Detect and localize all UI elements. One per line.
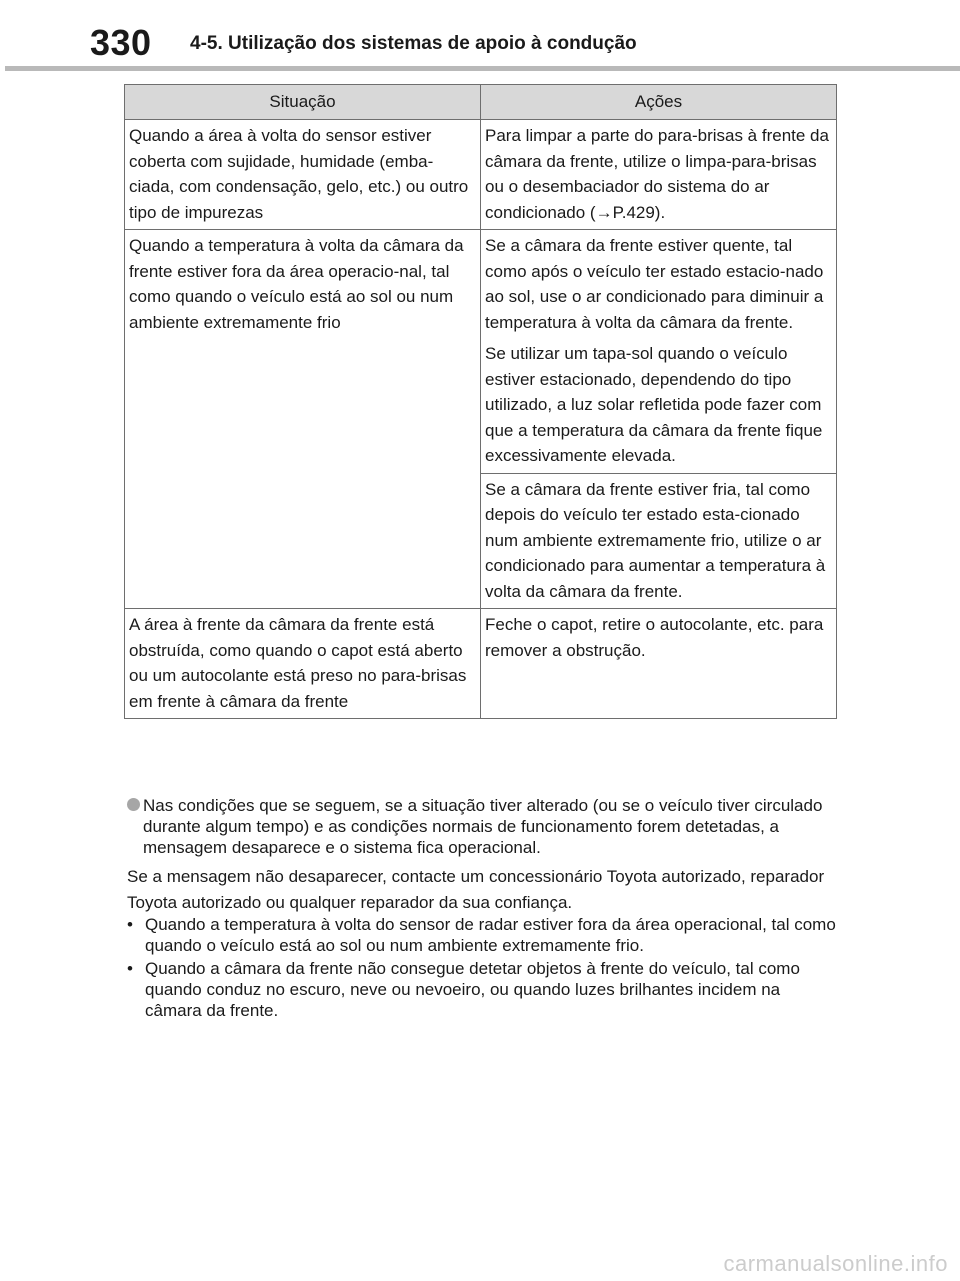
header-divider — [5, 66, 960, 71]
watermark: carmanualsonline.info — [723, 1251, 948, 1276]
bullet-dot-icon: • — [127, 915, 133, 934]
contact-paragraph: Se a mensagem não desaparecer, contacte um concessionário Toyota autorizado, reparador Toyota autorizado ou qualquer reparador da sua confiança. — [127, 867, 825, 912]
actions-cell — [481, 120, 837, 230]
actions-cell — [481, 609, 837, 719]
action-text: Se utilizar um tapa-sol quando o veículo estiver estacionado, dependendo do tipo utilizado, a luz solar refletida pode fazer com que a temperatura da câmara da frente fique excessivamente elevada. — [485, 344, 823, 465]
table-header-row — [125, 85, 837, 120]
list-item — [127, 958, 837, 1021]
situation-actions-table — [124, 84, 837, 719]
actions-cell — [481, 230, 837, 474]
action-text: Para limpar a parte do para-brisas à frente da câmara da frente, utilize o limpa-para-brisas ou o desembaciador do sistema do ar condicionado (→P.429). — [485, 126, 829, 222]
situation-cell: A área à frente da câmara da frente está obstruída, como quando o capot está aberto ou um autocolante está preso no para-brisas em frente à câmara da frente — [125, 609, 481, 719]
bullet-circle-icon — [127, 798, 140, 811]
list-item — [127, 914, 837, 956]
list-item-text: Quando a câmara da frente não consegue detetar objetos à frente do veículo, tal como quando conduz no escuro, neve ou nevoeiro, ou quando luzes brilhantes incidem na câmara da frente. — [145, 959, 800, 1020]
table-row — [125, 609, 837, 719]
column-header-actions: Ações — [481, 85, 837, 120]
action-text: Se a câmara da frente estiver fria, tal como depois do veículo ter estado esta-cionado num ambiente extremamente frio, utilize o ar condicionado para aumentar a temperatura à volta da câmara da frente. — [485, 479, 826, 601]
actions-cell — [481, 473, 837, 609]
note-paragraph — [127, 795, 853, 858]
situation-cell: Quando a temperatura à volta da câmara da frente estiver fora da área operacio-nal, tal como quando o veículo está ao sol ou num ambiente extremamente frio — [125, 230, 481, 609]
situation-cell: Quando a área à volta do sensor estiver coberta com sujidade, humidade (emba-ciada, com condensação, gelo, etc.) ou outro tipo de impurezas — [125, 120, 481, 230]
table-row — [125, 230, 837, 474]
note-text: Nas condições que se seguem, se a situação tiver alterado (ou se o veículo tiver circulado durante algum tempo) e as condições normais de funcionamento forem detetadas, a mensagem desaparece e o sistema fica operacional. — [143, 796, 823, 857]
column-header-situation: Situação — [125, 85, 481, 120]
action-text: Feche o capot, retire o autocolante, etc. para remover a obstrução. — [485, 615, 824, 660]
section-title: 4-5. Utilização dos sistemas de apoio à condução — [190, 33, 637, 54]
conditions-list — [127, 914, 837, 1023]
list-item-text: Quando a temperatura à volta do sensor de radar estiver fora da área operacional, tal como quando o veículo está ao sol ou num ambiente extremamente frio. — [145, 915, 836, 955]
action-text: Se a câmara da frente estiver quente, tal como após o veículo ter estado estacio-nado ao sol, use o ar condicionado para diminuir a temperatura à volta da câmara da frente. — [485, 236, 824, 332]
bullet-dot-icon: • — [127, 959, 133, 978]
table-row — [125, 120, 837, 230]
page-number: 330 — [90, 22, 152, 63]
